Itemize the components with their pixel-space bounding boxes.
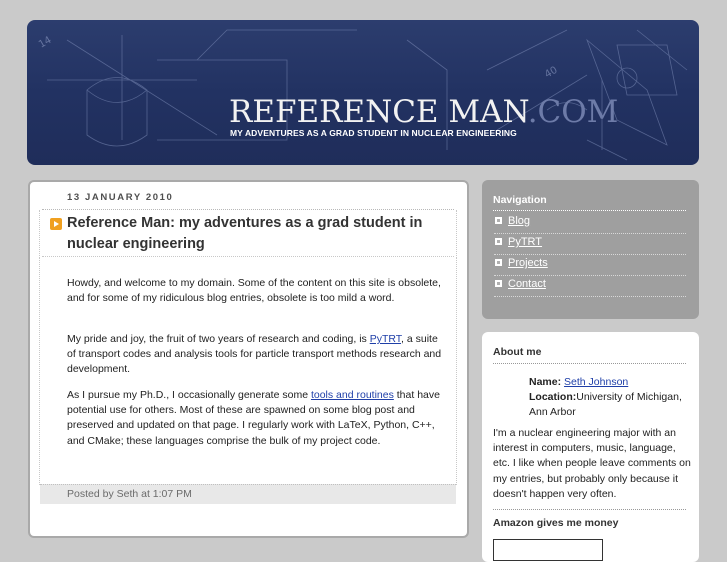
- post-paragraph: Howdy, and welcome to my domain. Some of the content on this site is obsolete, and for some of my ridiculous blog entries, obsolete is too mild a word.: [67, 277, 441, 305]
- post-title[interactable]: Reference Man: my adventures as a grad student in nuclear engineering: [67, 215, 423, 252]
- profile-bio: I'm a nuclear engineering major with an interest in computers, music, language, etc. I like when people leave comments on my entries, but probably only because it doesn't happen very often.: [493, 427, 691, 500]
- amazon-widget[interactable]: [493, 539, 603, 561]
- location-label: Location:: [529, 391, 577, 403]
- svg-text:40: 40: [543, 64, 560, 81]
- header-banner: [27, 20, 699, 165]
- nav-link[interactable]: Contact: [508, 278, 546, 290]
- divider: [493, 363, 686, 364]
- name-label: Name:: [529, 376, 562, 388]
- location-value: University of Michigan, Ann Arbor: [529, 391, 682, 418]
- navigation-box: [482, 180, 699, 319]
- site-title-main: REFERENCE MAN: [229, 94, 528, 130]
- text: , a suite of transport codes and analysis tools for particle transport methods research and development.: [67, 333, 442, 376]
- arrow-right-icon: [50, 218, 62, 230]
- about-box: [482, 332, 699, 562]
- text: As I pursue my Ph.D., I occasionally generate some: [67, 389, 311, 401]
- nav-item-pytrt[interactable]: [494, 234, 686, 255]
- post-byline: Posted by Seth at 1:07 PM: [67, 488, 192, 500]
- profile-name-link[interactable]: Seth Johnson: [564, 376, 629, 388]
- nav-link[interactable]: Blog: [508, 215, 531, 227]
- bullet-icon: [495, 259, 502, 266]
- divider: [493, 509, 686, 510]
- divider: [493, 210, 686, 211]
- about-heading: About me: [493, 346, 542, 358]
- post-paragraph: [67, 332, 447, 378]
- nav-link[interactable]: Projects: [508, 257, 548, 269]
- bullet-icon: [495, 280, 502, 287]
- site-title[interactable]: [229, 94, 618, 130]
- nav-item-projects[interactable]: [494, 255, 686, 276]
- navigation-heading: Navigation: [493, 194, 547, 206]
- text: that have potential use for others. Most of these are spawned on some blog post and preserved and updated on that page. I regularly work with LaTeX, Python, C++, and CMake; these languages comprise the bulk of my project code.: [67, 389, 440, 447]
- post-body: [39, 257, 457, 485]
- bullet-icon: [495, 238, 502, 245]
- bullet-icon: [495, 217, 502, 224]
- nav-item-blog[interactable]: [494, 213, 686, 234]
- svg-text:14: 14: [37, 34, 54, 51]
- tools-and-routines-link[interactable]: tools and routines: [310, 389, 394, 401]
- amazon-heading: Amazon gives me money: [493, 517, 619, 529]
- site-title-suffix: .COM: [527, 94, 619, 130]
- profile-info: [529, 375, 694, 420]
- main-post-column: [28, 180, 469, 538]
- post-paragraph: [67, 388, 447, 449]
- nav-link[interactable]: PyTRT: [508, 236, 543, 248]
- pytrt-link[interactable]: PyTRT: [369, 333, 402, 345]
- site-subtitle: MY ADVENTURES AS A GRAD STUDENT IN NUCLEAR ENGINEERING: [230, 128, 517, 138]
- post-header: [39, 210, 457, 256]
- post-date: 13 JANUARY 2010: [67, 192, 174, 203]
- text: My pride and joy, the fruit of two years of research and coding, is: [67, 333, 370, 345]
- technical-drawing-decoration: [27, 20, 699, 165]
- nav-item-contact[interactable]: [494, 276, 686, 297]
- post-footer: [40, 484, 456, 504]
